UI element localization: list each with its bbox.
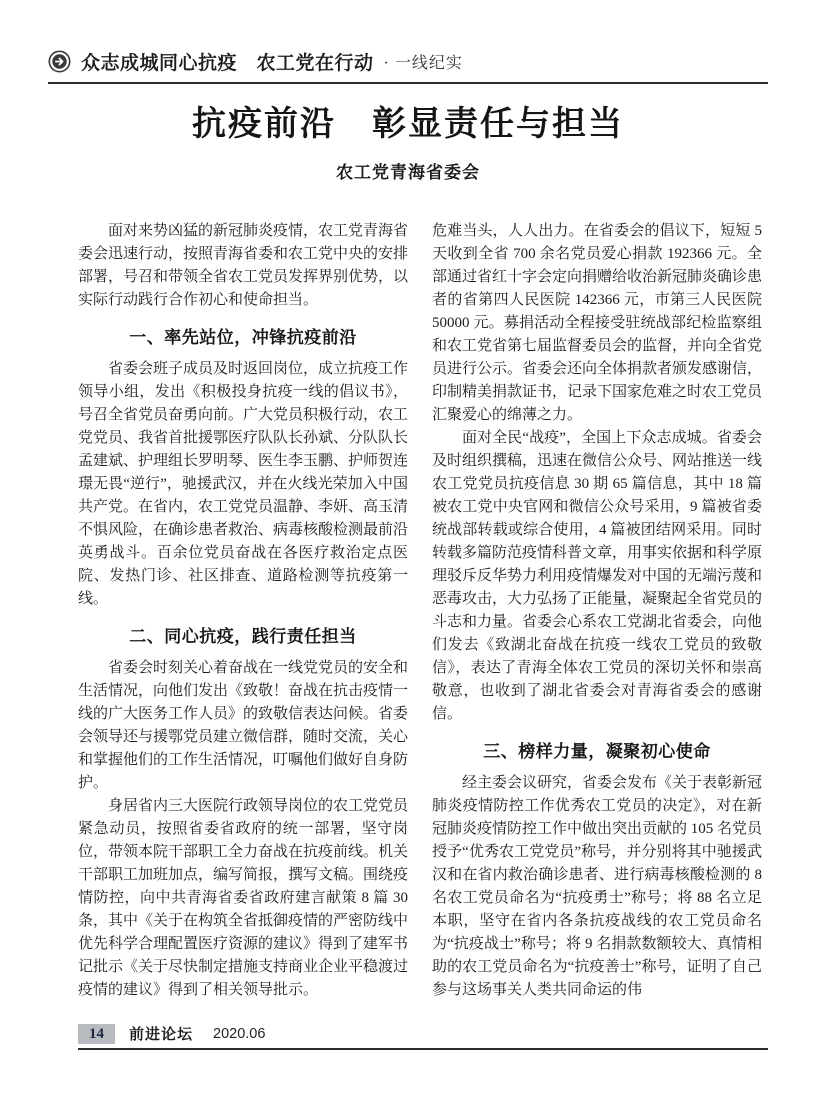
- series-title: 众志成城同心抗疫 农工党在行动: [81, 53, 374, 74]
- body-paragraph: 危难当头，人人出力。在省委会的倡议下，短短 5 天收到全省 700 余名党员爱心捐款 192366 元。全部通过省红十字会定向捐赠给收治新冠肺炎确诊患者的省第四人民医院 142366 元，市第三人民医院 50000 元。募捐活动全程接受驻统战部纪检监察组和农工党省第七届监督委员会的监督，并向全省党员进行公示。省委会还向全体捐款者颁发感谢信，印制精美捐款证书，记录下国家危难之时农工党员汇聚爱心的绵薄之力。: [432, 223, 762, 423]
- circle-arrow-right-icon: [48, 50, 71, 73]
- body-paragraph: 省委会时刻关心着奋战在一线党党员的安全和生活情况，向他们发出《致敬！奋战在抗击疫情一线的广大医务工作人员》的致敬信表达问候。省委会领导还与援鄂党员建立微信群，随时交流，关心和掌握他们的工作生活情况，叮嘱他们做好自身防护。: [78, 660, 409, 791]
- journal-name: 前进论坛: [129, 1026, 194, 1043]
- article-column-right: [432, 220, 762, 1015]
- journal-issue: 2020.06: [213, 1025, 266, 1042]
- title-block: [48, 96, 768, 183]
- article-author: 农工党青海省委会: [336, 163, 480, 182]
- article-body: [78, 220, 762, 1015]
- section-heading: 二、同心抗疫，践行责任担当: [129, 627, 357, 646]
- article-title: 抗疫前沿 彰显责任与担当: [192, 105, 624, 143]
- page-number: 14: [78, 1024, 115, 1044]
- body-paragraph: 面对来势凶猛的新冠肺炎疫情，农工党青海省委会迅速行动，按照青海省委和农工党中央的安排部署，号召和带领全省农工党员发挥界别优势，以实际行动践行合作初心和使命担当。: [78, 223, 409, 308]
- section-heading: 三、榜样力量，凝聚初心使命: [483, 742, 711, 761]
- series-subtitle: · 一线纪实: [383, 55, 463, 72]
- body-paragraph: 面对全民“战疫”，全国上下众志成城。省委会及时组织撰稿，迅速在微信公众号、网站推送一线农工党党员抗疫信息 30 期 65 篇信息，其中 18 篇被农工党中央官网和微信公众号采用，9 篇被省委统战部转载或综合使用，4 篇被团结网采用。同时转载多篇防范疫情科普文章，用事实依据和科学原理驳斥反华势力利用疫情爆发对中国的无端污蔑和恶毒攻击，大力弘扬了正能量，凝聚起全省党员的斗志和力量。省委会心系农工党湖北省委会，向他们发去《致湖北奋战在抗疫一线农工党员的致敬信》，表达了青海全体农工党员的深切关怀和崇高敬意，也收到了湖北省委会对青海省委会的感谢信。: [432, 430, 762, 722]
- body-paragraph: 身居省内三大医院行政领导岗位的农工党党员紧急动员，按照省委省政府的统一部署，坚守岗位，带领本院干部职工全力奋战在抗疫前线。机关干部职工加班加点，编写简报，撰写文稿。围绕疫情防控，向中共青海省委省政府建言献策 8 篇 30 条，其中《关于在构筑全省抵御疫情的严密防线中优先科学合理配置医疗资源的建议》得到了建军书记批示《关于尽快制定措施支持商业企业平稳渡过疫情的建议》得到了相关领导批示。: [78, 798, 409, 998]
- page-header: [48, 48, 768, 84]
- section-heading: 一、率先站位，冲锋抗疫前沿: [129, 328, 357, 347]
- page-footer: [78, 1023, 768, 1050]
- article-column-left: [78, 220, 408, 1015]
- body-paragraph: 省委会班子成员及时返回岗位，成立抗疫工作领导小组，发出《积极投身抗疫一线的倡议书》，号召全省党员奋勇向前。广大党员积极行动，农工党党员、我省首批援鄂医疗队队长孙斌、分队队长孟建斌、护理组长罗明琴、医生李玉鹏、护师贺连璟无畏“逆行”，驰援武汉，并在火线光荣加入中国共产党。在省内，农工党党员温静、李妍、高玉清不惧风险，在确诊患者救治、病毒核酸检测最前沿英勇战斗。百余位党员奋战在各医疗救治定点医院、发热门诊、社区排查、道路检测等抗疫第一线。: [78, 361, 409, 607]
- body-paragraph: 经主委会议研究，省委会发布《关于表彰新冠肺炎疫情防控工作优秀农工党员的决定》，对在新冠肺炎疫情防控工作中做出突出贡献的 105 名党员授予“优秀农工党党员”称号，并分别将其中驰援武汉和在省内救治确诊患者、进行病毒核酸检测的 8 名农工党员命名为“抗疫勇士”称号；将 88 名立足本职，坚守在省内各条抗疫战线的农工党员命名为“抗疫战士”称号；将 9 名捐款数额较大、真情相助的农工党员命名为“抗疫善士”称号，证明了自己参与这场事关人类共同命运的伟: [432, 775, 762, 998]
